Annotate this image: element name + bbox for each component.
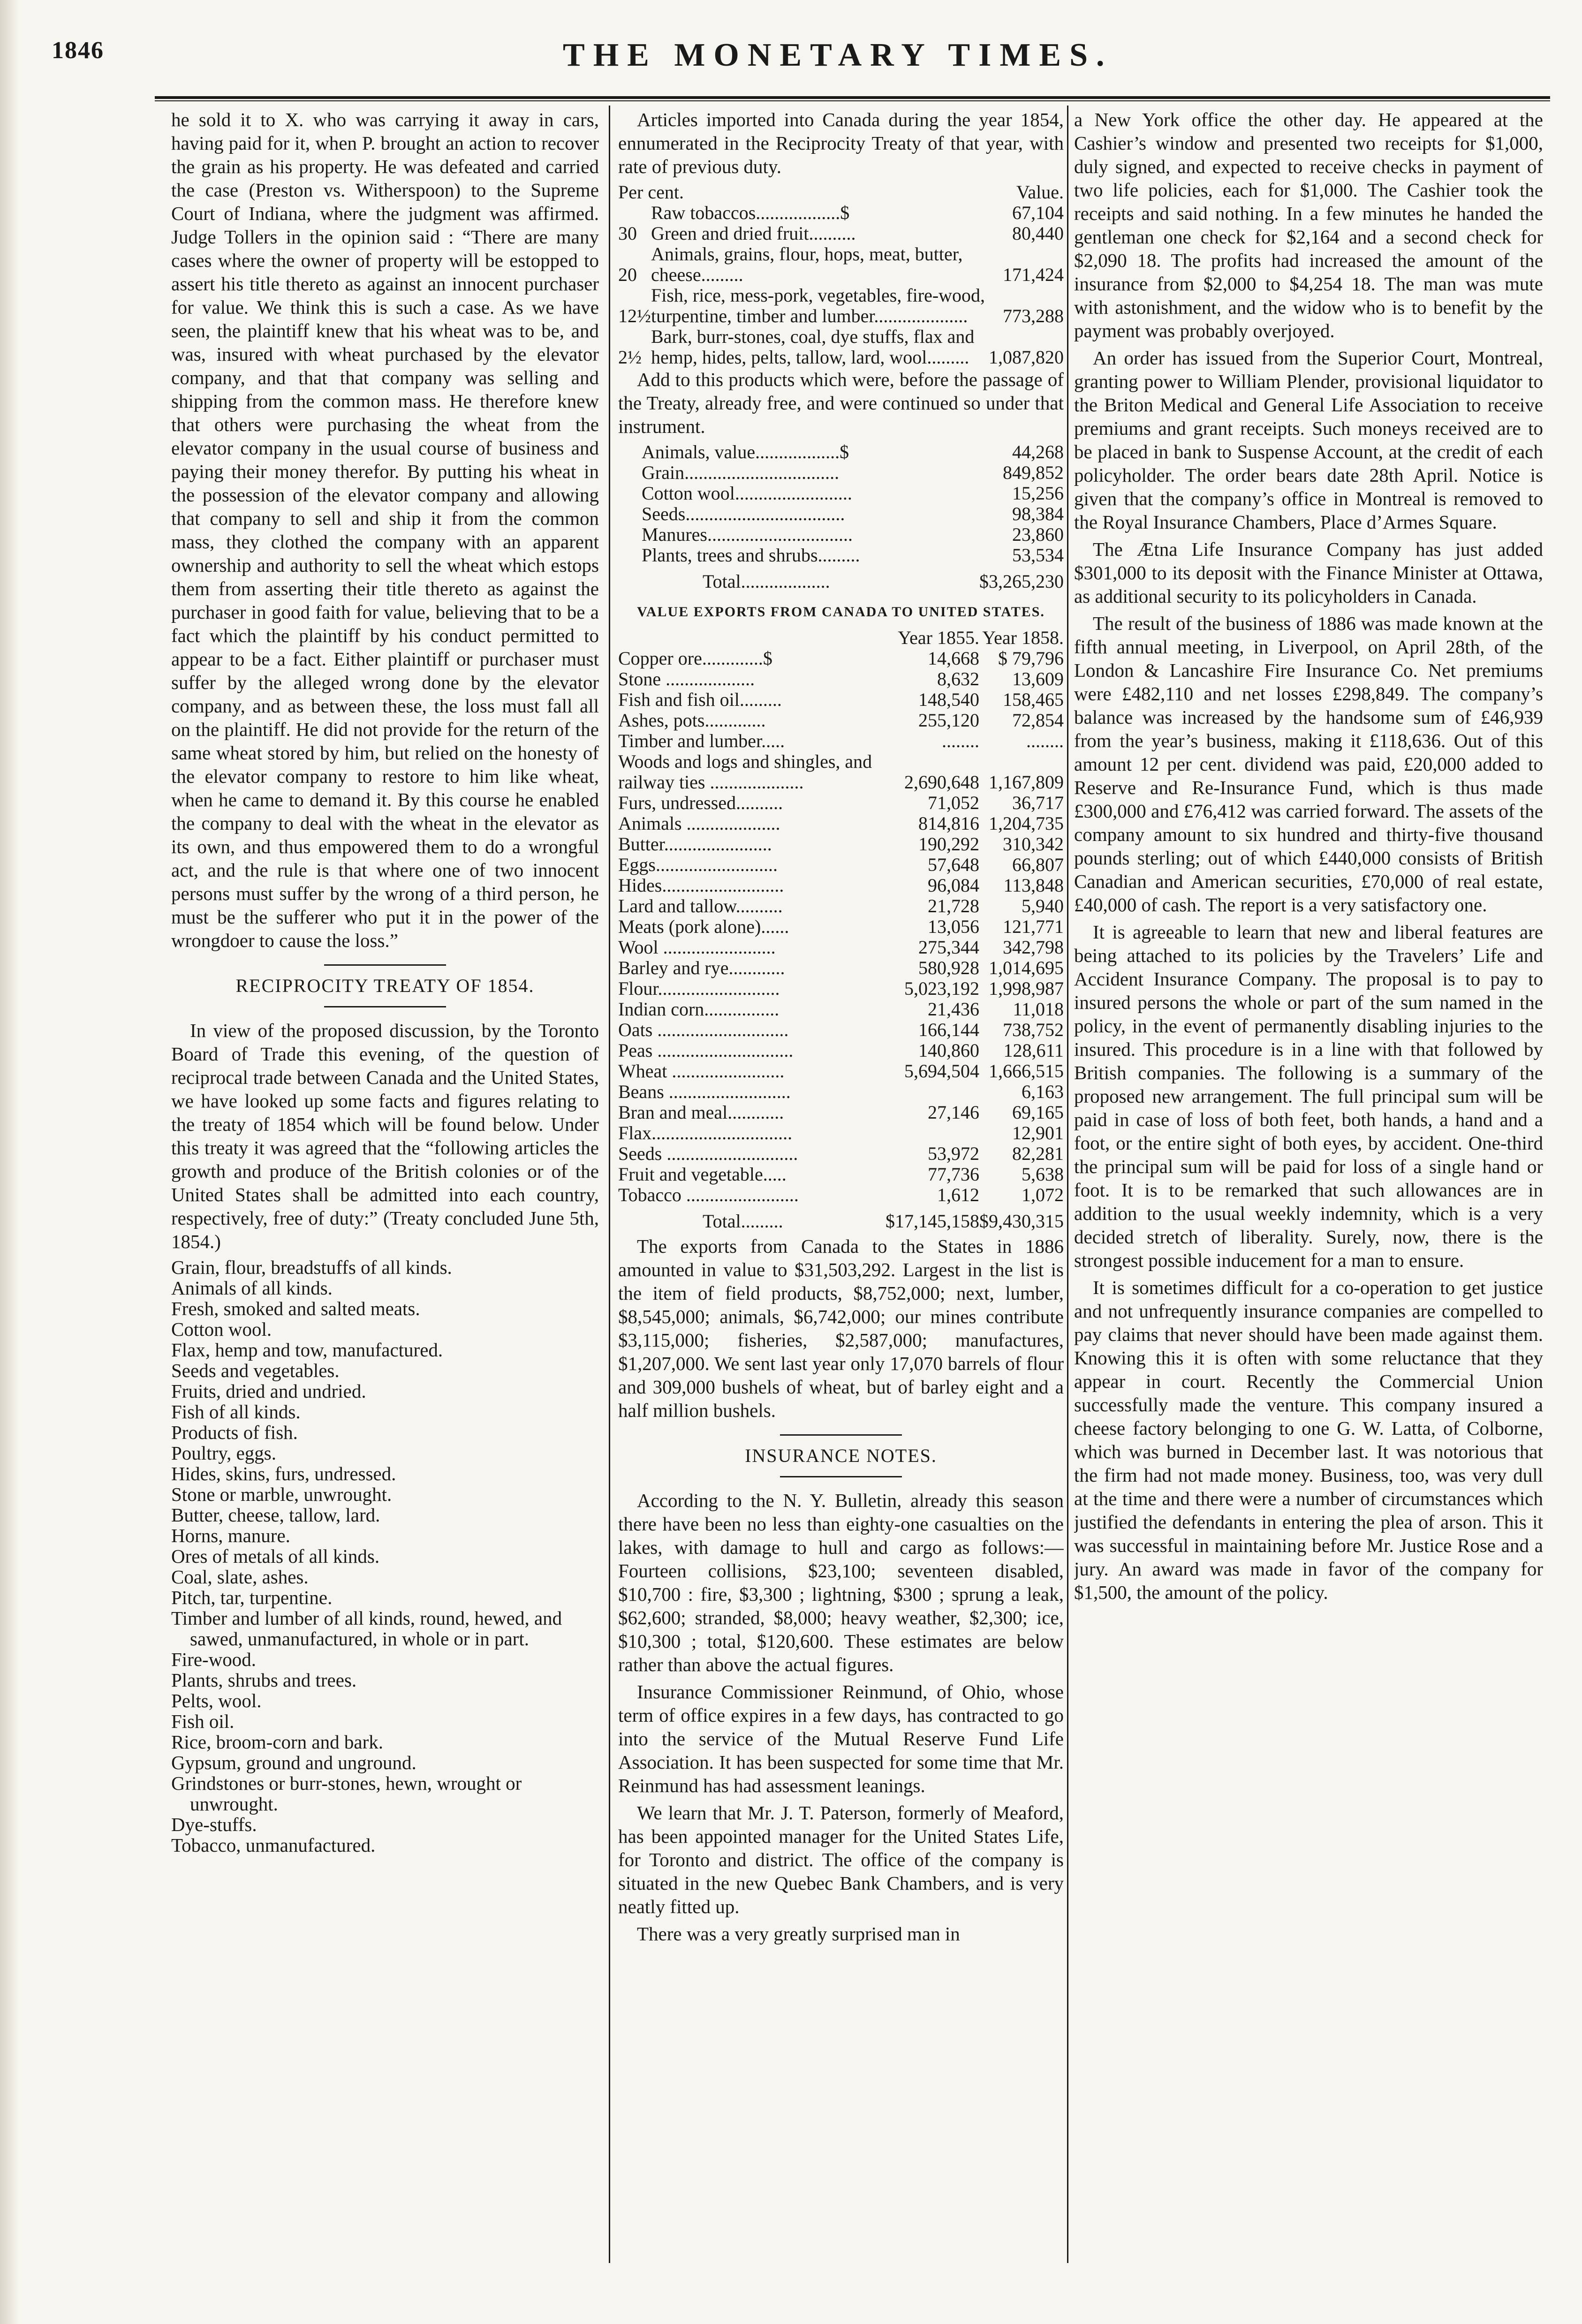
import-value: 67,104 bbox=[1012, 202, 1064, 223]
export-1855: 21,436 bbox=[928, 999, 979, 1020]
heading-rule bbox=[324, 964, 446, 966]
exports-row bbox=[618, 999, 1064, 1020]
exports-row bbox=[618, 1164, 1064, 1185]
export-label: Ashes, pots............. bbox=[618, 710, 766, 731]
exports-row bbox=[618, 731, 1064, 751]
free-row bbox=[618, 462, 1064, 483]
import-label: Raw tobaccos..................$ bbox=[651, 202, 850, 223]
import-pct: 2½ bbox=[618, 347, 642, 368]
treaty-item: Fresh, smoked and salted meats. bbox=[171, 1298, 420, 1319]
header-rule-thin bbox=[155, 100, 1550, 101]
export-1858: 1,204,735 bbox=[989, 813, 1064, 834]
treaty-item: Gypsum, ground and unground. bbox=[171, 1752, 416, 1773]
export-1858: ........ bbox=[1026, 730, 1064, 751]
treaty-item: Products of fish. bbox=[171, 1422, 298, 1443]
column-2 bbox=[618, 108, 1064, 2275]
export-label: Oats ............................ bbox=[618, 1019, 789, 1040]
export-1858: 6,163 bbox=[1022, 1081, 1064, 1102]
column-3 bbox=[1074, 108, 1543, 2275]
export-label: Peas ............................. bbox=[618, 1040, 794, 1061]
treaty-item: Dye-stuffs. bbox=[171, 1814, 257, 1835]
treaty-item: Poultry, eggs. bbox=[171, 1442, 276, 1464]
free-label: Grain................................. bbox=[642, 462, 840, 483]
article-paragraph: An order has issued from the Superior Court, Montreal, granting power to William Plender, provisional liquidator to the Briton Medical and General Life Association to receive premiums and grant receipts. Such moneys received are to be placed in bank to Suspense Account, at the credit of each policyholder. The order bears date 28th April. Notice is given that the company’s office in Montreal is removed to the Royal Insurance Chambers, Place d’Armes Square. bbox=[1074, 347, 1543, 533]
export-1858: 1,998,987 bbox=[989, 978, 1064, 999]
export-1858: 738,752 bbox=[1003, 1019, 1064, 1040]
free-label: Cotton wool......................... bbox=[642, 483, 852, 504]
article-paragraph: The Ætna Life Insurance Company has just added $301,000 to its deposit with the Finance Minister at Ottawa, as additional security to its policyholders in Canada. bbox=[1074, 538, 1543, 607]
header-pct: Per cent. bbox=[618, 182, 684, 203]
export-1855: 814,816 bbox=[918, 813, 979, 834]
heading-rule bbox=[780, 1476, 902, 1477]
exports-row bbox=[618, 1040, 1064, 1061]
treaty-item: Grain, flour, breadstuffs of all kinds. bbox=[171, 1257, 452, 1278]
exports-row bbox=[618, 669, 1064, 689]
export-1858: 82,281 bbox=[1012, 1143, 1064, 1164]
export-1858: $ 79,796 bbox=[998, 648, 1064, 669]
export-1855: 53,972 bbox=[928, 1143, 979, 1164]
article-paragraph: Insurance Commissioner Reinmund, of Ohio, whose term of office expires in a few days, has contracted to go into the service of the Mutual Reserve Fund Life Association. It has been suspected for some time that Mr. Reinmund has had assessment leanings. bbox=[618, 1681, 1064, 1796]
exports-row bbox=[618, 751, 1064, 793]
treaty-item: Fruits, dried and undried. bbox=[171, 1380, 366, 1402]
export-1858: 12,901 bbox=[1012, 1122, 1064, 1143]
export-1858: 5,940 bbox=[1022, 895, 1064, 916]
free-label: Manures............................... bbox=[642, 524, 853, 545]
free-value: 849,852 bbox=[1003, 462, 1064, 483]
treaty-item: Ores of metals of all kinds. bbox=[171, 1545, 380, 1567]
export-1855: 57,648 bbox=[928, 854, 979, 875]
imports-row bbox=[618, 223, 1064, 244]
article-paragraph: he sold it to X. who was carrying it away in cars, having paid for it, when P. brought an action to recover the grain as his property. He was defeated and carried the case (Preston vs. Witherspoon) to the Supreme Court of Indiana, where the judgment was affirmed. Judge Tollers in the opinion said : “There are many cases where the owner of property will be estopped to assert his title thereto as against an innocent purchaser for value. We think this is such a case. As we have seen, the plaintiff knew that his wheat was to be, and was, insured with wheat purchased by the elevator company, and that that company was selling and shipping from the common mass. He therefore knew that others were purchasing the wheat from the elevator company in the usual course of business and paying their money therefor. By putting his wheat in the possession of the elevator company and allowing that company to sell and ship it from the common mass, they clothed the company with an apparent ownership and authority to sell the wheat which estops them from asserting their title thereto as against the purchaser in good faith for value, believing that to be a fact which the plaintiff by his conduct permitted to appear to be a fact. Either plaintiff or purchaser must suffer by the alleged wrong done by the elevator company, and as between these, the loss must fall all on the plaintiff. He did not provide for the return of the same wheat stored by him, but relied on the honesty of the elevator company to restore to him like wheat, when he came to demand it. By this course he enabled the company to deal with the wheat in the elevator as its own, and thus empowered them to do a wrongful act, and the rule is that where one of two innocent persons must suffer by the wrong of a third person, he must be the sufferer who put it in the power of the wrongdoer to cause the loss.” bbox=[171, 109, 599, 951]
exports-row bbox=[618, 834, 1064, 855]
exports-heading: VALUE EXPORTS FROM CANADA TO UNITED STATES. bbox=[637, 604, 1045, 620]
import-label: Fish, rice, mess-pork, vegetables, fire-wood, turpentine, timber and lumber.................... bbox=[651, 285, 985, 326]
exports-row bbox=[618, 1143, 1064, 1164]
treaty-item: Tobacco, unmanufactured. bbox=[171, 1834, 376, 1856]
article-paragraph: There was a very greatly surprised man in bbox=[637, 1923, 960, 1945]
import-label: Animals, grains, flour, hops, meat, butter, cheese......... bbox=[651, 243, 963, 285]
export-1855: 190,292 bbox=[918, 833, 979, 855]
export-1855: 2,690,648 bbox=[904, 772, 979, 793]
export-1855 bbox=[886, 1082, 979, 1102]
export-label: Tobacco ........................ bbox=[618, 1184, 799, 1205]
export-label: Flour.......................... bbox=[618, 978, 780, 999]
add-text: Add to this products which were, before the passage of the Treaty, already free, and were continued so under that instrument. bbox=[618, 369, 1064, 437]
export-label: Lard and tallow.......... bbox=[618, 895, 783, 916]
export-1858: 11,018 bbox=[1013, 999, 1064, 1020]
export-label: Butter....................... bbox=[618, 833, 772, 855]
treaty-item: Fish of all kinds. bbox=[171, 1401, 301, 1423]
exports-row bbox=[618, 1020, 1064, 1040]
export-label: Stone ................... bbox=[618, 668, 755, 689]
treaty-item: Pelts, wool. bbox=[171, 1690, 262, 1711]
exports-row bbox=[618, 937, 1064, 958]
column-divider-1 bbox=[609, 106, 610, 2263]
exports-row bbox=[618, 1123, 1064, 1143]
treaty-item: Flax, hemp and tow, manufactured. bbox=[171, 1339, 443, 1361]
import-pct: 12½ bbox=[618, 305, 651, 326]
export-label: Wool ........................ bbox=[618, 937, 776, 958]
article-paragraph: The result of the business of 1886 was made known at the fifth annual meeting, in Liverpool, on April 28th, of the London & Lancashire Fire Insurance Co. Net premiums were £482,110 and net losses £298,849. The company’s balance was increased by the handsome sum of £46,939 from the year’s business, making it £118,636. Out of this amount 12 per cent. dividend was paid, £20,000 added to Reserve and Re-Insurance Fund, which is thus made £300,000 and £76,412 was carried forward. The assets of the company amount to six hundred and thirty-five thousand pounds sterling; out of which £440,000 consists of British Canadian and American securities, £70,000 of real estate, £40,000 of cash. The report is a very satisfactory one. bbox=[1074, 613, 1543, 916]
export-label: Flax.............................. bbox=[618, 1122, 793, 1143]
column-divider-2 bbox=[1067, 106, 1068, 2263]
export-1858: 5,638 bbox=[1022, 1164, 1064, 1185]
exports-row bbox=[618, 710, 1064, 731]
year-1855: Year 1855. bbox=[898, 627, 979, 648]
export-1855: 1,612 bbox=[937, 1184, 979, 1205]
export-label: Bran and meal............ bbox=[618, 1102, 784, 1123]
export-1855: 77,736 bbox=[928, 1164, 979, 1185]
exports-row bbox=[618, 978, 1064, 999]
export-1855 bbox=[886, 1123, 979, 1143]
free-row bbox=[618, 524, 1064, 545]
export-1855: 140,860 bbox=[918, 1040, 979, 1061]
article-paragraph: In view of the proposed discussion, by the Toronto Board of Trade this evening, of the question of reciprocal trade between Canada and the United States, we have looked up some facts and figures relating to the treaty of 1854 which will be found below. Under this treaty it was agreed that the “following articles the growth and produce of the British colonies or of the United States shall be admitted into each country, respectively, free of duty:” (Treaty concluded June 5th, 1854.) bbox=[171, 1020, 599, 1252]
export-1858: 13,609 bbox=[1012, 668, 1064, 689]
export-1855: 8,632 bbox=[937, 668, 979, 689]
article-paragraph: It is agreeable to learn that new and liberal features are being attached to its policies by the Travelers’ Life and Accident Insurance Company. The proposal is to pay to insured persons the whole or part of the sum named in the policy, in the event of permanently disabling injuries to the insured. This procedure is in a line with that followed by British companies. The following is a summary of the proposed new arrangement. The full principal sum will be paid in case of loss of both feet, both hands, a hand and a foot, or the entire sight of both eyes, by accident. One-third the principal sum will be paid for loss of a single hand or foot. It is to be remarked that such allowances are in addition to the usual weekly indemnity, which is a very decided stretch of liberality. Surely, now, there is the strongest possible inducement for a man to ensure. bbox=[1074, 921, 1543, 1271]
article-paragraph: The exports from Canada to the States in 1886 amounted in value to $31,503,292. Largest in the list is the item of field products, $8,752,000; next, lumber, $8,545,000; animals, $6,742,000; our mines contribute $3,115,000; fisheries, $2,587,000; manufactures, $1,207,000. We sent last year only 17,070 barrels of flour and 309,000 bushels of wheat, but of barley eight and a half million bushels. bbox=[618, 1235, 1064, 1421]
free-label: Animals, value..................$ bbox=[642, 441, 849, 462]
export-1855: 275,344 bbox=[918, 937, 979, 958]
treaty-item: Plants, shrubs and trees. bbox=[171, 1669, 357, 1691]
imports-row bbox=[618, 285, 1064, 326]
article-paragraph: a New York office the other day. He appeared at the Cashier’s window and presented two receipts for $1,000, duly signed, and expected to receive checks in payment of two life policies, each for $1,000. The Cashier took the receipts and said nothing. In a few minutes he handed the gentleman one check for $2,164 and a second check for $2,090 18. The profits had increased the amount of the insurance from $2,000 to $4,254 18. The man was mute with astonishment, and the widow who is to benefit by the payment was probably overjoyed. bbox=[1074, 109, 1543, 341]
treaty-item: Timber and lumber of all kinds, round, hewed, and sawed, unmanufactured, in whole or in part. bbox=[171, 1607, 562, 1650]
import-value: 171,424 bbox=[1003, 264, 1064, 285]
treaty-item: Animals of all kinds. bbox=[171, 1277, 333, 1299]
article-paragraph: We learn that Mr. J. T. Paterson, formerly of Meaford, has been appointed manager for the United States Life, for Toronto and district. The office of the company is situated in the new Quebec Bank Chambers, and is very neatly fitted up. bbox=[618, 1802, 1064, 1917]
imports-table bbox=[618, 182, 1064, 368]
treaty-item-list bbox=[171, 1257, 599, 1855]
export-1858: 342,798 bbox=[1003, 937, 1064, 958]
exports-row bbox=[618, 813, 1064, 834]
article-paragraph: According to the N. Y. Bulletin, already this season there have been no less than eighty-one casualties on the lakes, with damage to hull and cargo as follows:—Fourteen collisions, $23,100; seventeen disabled, $10,700 : fire, $3,300 ; lightning, $300 ; sprung a leak, $62,600; stranded, $8,000; heavy weather, $2,300; ice, $10,300 ; total, $120,600. These estimates are below rather than above the actual figures. bbox=[618, 1490, 1064, 1675]
insurance-heading: INSURANCE NOTES. bbox=[745, 1445, 937, 1466]
export-label: Fruit and vegetable..... bbox=[618, 1164, 787, 1185]
exports-row bbox=[618, 1082, 1064, 1102]
exports-row bbox=[618, 1185, 1064, 1205]
imports-intro: Articles imported into Canada during the year 1854, ennumerated in the Reciprocity Treaty of that year, with rate of previous duty. bbox=[618, 109, 1064, 177]
import-label: Bark, burr-stones, coal, dye stuffs, flax and hemp, hides, pelts, tallow, lard, wool......... bbox=[651, 326, 975, 368]
treaty-item: Horns, manure. bbox=[171, 1525, 290, 1546]
page-number: 1846 bbox=[52, 37, 104, 64]
export-label: Indian corn................ bbox=[618, 999, 780, 1020]
export-label: Seeds ............................ bbox=[618, 1143, 798, 1164]
export-1855: 166,144 bbox=[918, 1019, 979, 1040]
import-value: 80,440 bbox=[1012, 223, 1064, 244]
export-1858: 310,342 bbox=[1003, 833, 1064, 855]
export-label: Woods and logs and shingles, and railway ties .................... bbox=[618, 751, 872, 793]
treaty-item: Coal, slate, ashes. bbox=[171, 1566, 309, 1588]
treaty-item: Fish oil. bbox=[171, 1711, 235, 1732]
export-label: Fish and fish oil......... bbox=[618, 689, 782, 710]
header-rule bbox=[155, 96, 1550, 99]
export-1855: 14,668 bbox=[928, 648, 979, 669]
section-heading bbox=[171, 964, 599, 1007]
import-pct: 30 bbox=[618, 223, 637, 244]
export-1855: 148,540 bbox=[918, 689, 979, 710]
export-1855: 21,728 bbox=[928, 895, 979, 916]
export-label: Beans .......................... bbox=[618, 1081, 791, 1102]
free-row bbox=[618, 504, 1064, 524]
exports-row bbox=[618, 689, 1064, 710]
treaty-item: Butter, cheese, tallow, lard. bbox=[171, 1504, 380, 1526]
exports-row bbox=[618, 896, 1064, 916]
treaty-item: Stone or marble, unwrought. bbox=[171, 1484, 392, 1505]
free-value: 98,384 bbox=[1012, 503, 1064, 524]
export-label: Wheat ........................ bbox=[618, 1060, 785, 1082]
import-pct bbox=[618, 203, 651, 223]
free-value: 44,268 bbox=[1012, 441, 1064, 462]
free-value: 23,860 bbox=[1012, 524, 1064, 545]
import-label: Green and dried fruit.......... bbox=[651, 223, 856, 244]
export-1858: 158,465 bbox=[1003, 689, 1064, 710]
treaty-item: Pitch, tar, turpentine. bbox=[171, 1587, 333, 1608]
page-title: THE MONETARY TIMES. bbox=[563, 37, 1113, 73]
export-label: Copper ore.............$ bbox=[618, 648, 772, 669]
export-1858: 121,771 bbox=[1003, 916, 1064, 937]
export-label: Barley and rye............ bbox=[618, 957, 785, 978]
total-label: Total................... bbox=[703, 571, 830, 592]
section-heading bbox=[618, 1434, 1064, 1477]
export-label: Animals .................... bbox=[618, 813, 780, 834]
treaty-item: Hides, skins, furs, undressed. bbox=[171, 1463, 396, 1484]
imports-row bbox=[618, 203, 1064, 223]
free-label: Seeds.................................. bbox=[642, 503, 845, 524]
export-1858: 1,666,515 bbox=[989, 1060, 1064, 1082]
exports-table bbox=[618, 628, 1064, 1232]
exports-row bbox=[618, 1102, 1064, 1123]
exports-row bbox=[618, 648, 1064, 669]
free-label: Plants, trees and shrubs......... bbox=[642, 545, 860, 566]
export-1858: 66,807 bbox=[1012, 854, 1064, 875]
export-1855: 71,052 bbox=[928, 792, 979, 813]
heading-rule bbox=[324, 1006, 446, 1007]
free-value: 53,534 bbox=[1012, 545, 1064, 566]
import-value: 1,087,820 bbox=[989, 347, 1064, 368]
imports-row bbox=[618, 326, 1064, 368]
export-1855: 96,084 bbox=[928, 875, 979, 896]
treaty-item: Grindstones or burr-stones, hewn, wrought or unwrought. bbox=[171, 1772, 522, 1815]
treaty-item: Fire-wood. bbox=[171, 1649, 257, 1670]
free-value: 15,256 bbox=[1012, 483, 1064, 504]
export-1858: 36,717 bbox=[1012, 792, 1064, 813]
treaty-item: Seeds and vegetables. bbox=[171, 1360, 340, 1381]
exports-total-label: Total......... bbox=[703, 1211, 783, 1232]
export-label: Hides.......................... bbox=[618, 875, 784, 896]
export-1855: 255,120 bbox=[918, 710, 979, 731]
export-1858: 72,854 bbox=[1012, 710, 1064, 731]
export-label: Timber and lumber..... bbox=[618, 730, 785, 751]
column-1 bbox=[171, 108, 599, 2275]
page-edge-shadow bbox=[0, 0, 19, 2324]
exports-row bbox=[618, 793, 1064, 813]
exports-total-1855: $17,145,158 bbox=[886, 1211, 979, 1232]
export-1858: 1,167,809 bbox=[989, 772, 1064, 793]
imports-row bbox=[618, 244, 1064, 285]
export-1858: 1,014,695 bbox=[989, 957, 1064, 978]
export-1858: 1,072 bbox=[1022, 1184, 1064, 1205]
exports-total-1858: $9,430,315 bbox=[979, 1211, 1064, 1232]
exports-row bbox=[618, 958, 1064, 978]
export-1858: 69,165 bbox=[1012, 1102, 1064, 1123]
exports-row bbox=[618, 1061, 1064, 1082]
exports-row bbox=[618, 916, 1064, 937]
export-1858: 128,611 bbox=[1003, 1040, 1064, 1061]
export-1855: 5,023,192 bbox=[904, 978, 979, 999]
import-pct: 20 bbox=[618, 264, 637, 285]
free-row bbox=[618, 545, 1064, 566]
export-1855: 5,694,504 bbox=[904, 1060, 979, 1082]
export-1855: ........ bbox=[942, 730, 979, 751]
export-1855: 13,056 bbox=[928, 916, 979, 937]
article-paragraph: It is sometimes difficult for a co-operation to get justice and not unfrequently insurance companies are compelled to pay claims that never should have been made against them. Knowing this it is often with some reluctance that they appear in court. Recently the Commercial Union successfully made the venture. This company insured a cheese factory belonging to one G. W. Latta, of Colborne, which was burned in December last. It was notorious that the firm had not made money. Business, too, was very dull at the time and there were a number of circumstances which justified the defendants in entering the plea of arson. This it was successful in maintaining before Mr. Justice Rose and a jury. An award was made in favor of the company for $1,500, the amount of the policy. bbox=[1074, 1277, 1543, 1603]
total-value: $3,265,230 bbox=[979, 571, 1064, 592]
import-value: 773,288 bbox=[1003, 305, 1064, 326]
header-value: Value. bbox=[1016, 182, 1064, 203]
free-table bbox=[618, 442, 1064, 592]
heading-rule bbox=[780, 1434, 902, 1436]
free-row bbox=[618, 442, 1064, 462]
exports-row bbox=[618, 875, 1064, 896]
treaty-item: Cotton wool. bbox=[171, 1318, 272, 1340]
reciprocity-heading: RECIPROCITY TREATY OF 1854. bbox=[235, 975, 535, 996]
export-label: Furs, undressed.......... bbox=[618, 792, 783, 813]
export-label: Meats (pork alone)...... bbox=[618, 916, 789, 937]
treaty-item: Rice, broom-corn and bark. bbox=[171, 1731, 383, 1753]
export-1855: 27,146 bbox=[928, 1102, 979, 1123]
exports-row bbox=[618, 855, 1064, 875]
export-1858: 113,848 bbox=[1003, 875, 1064, 896]
export-1855: 580,928 bbox=[918, 957, 979, 978]
free-row bbox=[618, 483, 1064, 504]
export-label: Eggs.......................... bbox=[618, 854, 778, 875]
year-1858: Year 1858. bbox=[982, 627, 1064, 648]
